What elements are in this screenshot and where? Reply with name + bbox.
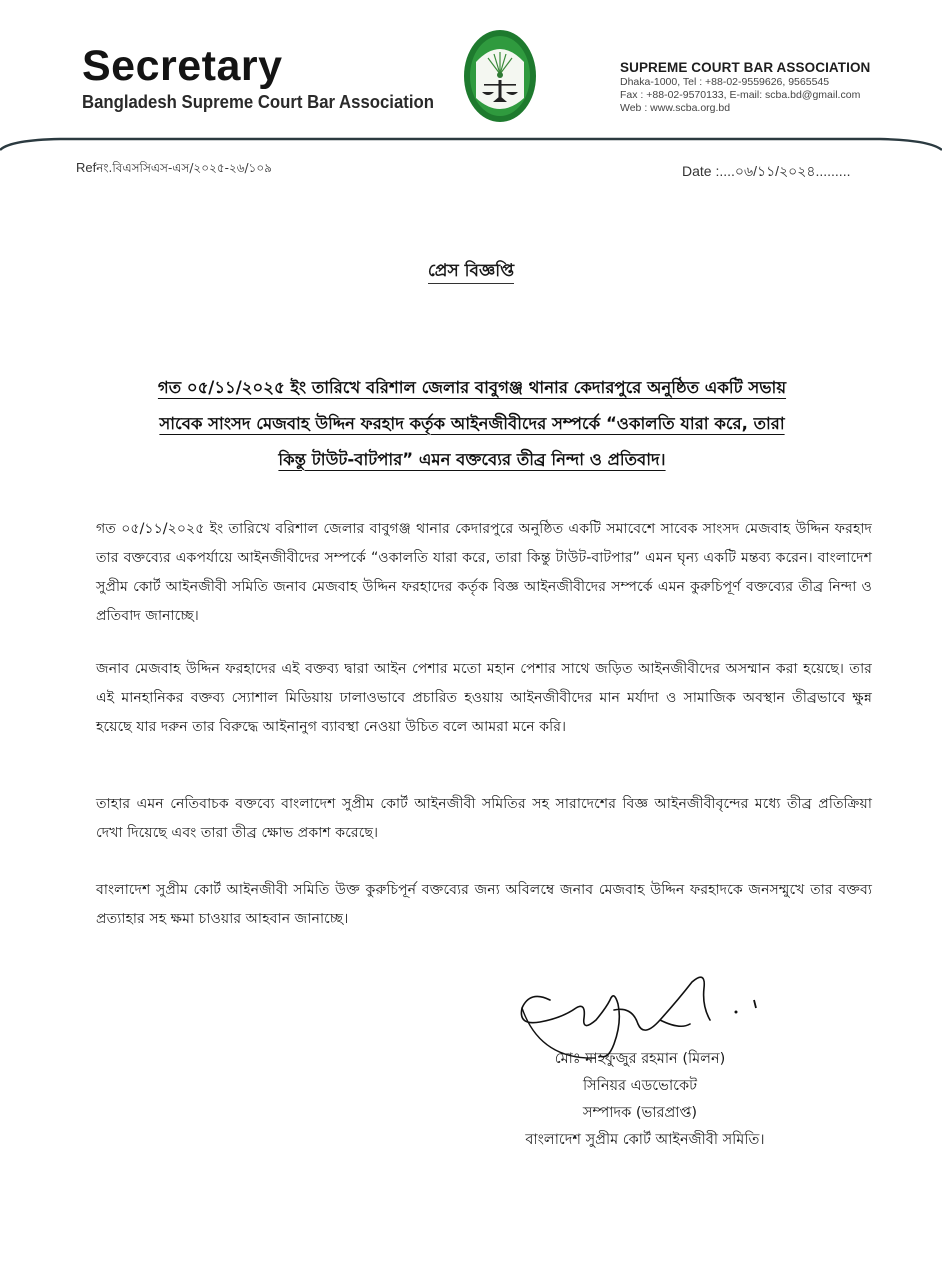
letterhead-subtitle: Bangladesh Supreme Court Bar Association (82, 92, 434, 112)
reference-label: Ref (76, 160, 97, 175)
reference-number (76, 160, 272, 180)
subject-block (92, 370, 852, 478)
date-label: Date :.... (682, 163, 735, 179)
scales-of-justice-emblem-icon (462, 28, 538, 124)
letterhead-left (82, 42, 460, 113)
signatory-name: মোঃ মাহফুজুর রহমান (মিলন) (554, 1051, 726, 1067)
page-title (0, 258, 942, 286)
body-paragraph: গত ০৫/১১/২০২৫ ইং তারিখে বরিশাল জেলার বাবুগঞ্জ থানার কেদারপুরে অনুষ্ঠিত একটি সমাবেশে সাবেক সাংসদ মেজবাহ উদ্দিন ফরহাদ তার বক্তব্যের একপর্যায়ে আইনজীবীদের সম্পর্কে “ওকালতি যারা করে, তারা কিন্তু টাউট-বাটপার” এমন ঘৃন্য একটি মন্তব্য করেন। বাংলাদেশ সুপ্রীম কোর্ট আইনজীবী সমিতি জনাব মেজবাহ উদ্দিন ফরহাদের কর্তৃক বিজ্ঞ আইনজীবীদের সম্পর্কে এমন কুরুচিপূর্ণ বক্তব্যের তীব্র নিন্দা ও প্রতিবাদ জানাচ্ছে। (96, 521, 872, 624)
subject-line: কিন্তু টাউট-বাটপার” এমন বক্তব্যের তীব্র নিন্দা ও প্রতিবাদ। (278, 450, 666, 469)
press-release-heading: প্রেস বিজ্ঞপ্তি (428, 261, 514, 284)
letterhead-divider (0, 128, 942, 158)
address-phone: Dhaka-1000, Tel : +88-02-9559626, 9565545 (620, 76, 830, 88)
date-value: ০৬/১১/২০২৪ (734, 163, 816, 179)
website: Web : www.scba.org.bd (620, 102, 731, 114)
organization-name: SUPREME COURT BAR ASSOCIATION (620, 60, 871, 75)
document-date (682, 160, 850, 184)
letterhead-contact (620, 60, 870, 115)
signatory-role: সম্পাদক (ভারপ্রাপ্ত) (582, 1105, 698, 1121)
letterhead-title: Secretary (82, 42, 283, 90)
body-paragraph: বাংলাদেশ সুপ্রীম কোর্ট আইনজীবী সমিতি উক্ত কুরুচিপূর্ন বক্তব্যের জন্য অবিলম্বে জনাব মেজবাহ উদ্দিন ফরহাদকে জনসম্মুখে তার বক্তব্য প্রত্যাহার সহ ক্ষমা চাওয়ার আহবান জানাচ্ছে। (96, 882, 872, 927)
body-paragraph: তাহার এমন নেতিবাচক বক্তব্যে বাংলাদেশ সুপ্রীম কোর্ট আইনজীবী সমিতির সহ সারাদেশের বিজ্ঞ আইনজীবীবৃন্দের মধ্যে তীব্র প্রতিক্রিয়া দেখা দিয়েছে এবং তারা তীব্র ক্ষোভ প্রকাশ করেছে। (96, 796, 872, 841)
signature-block (470, 1046, 810, 1154)
subject-line: গত ০৫/১১/২০২৫ ইং তারিখে বরিশাল জেলার বাবুগঞ্জ থানার কেদারপুরে অনুষ্ঠিত একটি সভায় (157, 378, 787, 397)
fax-email: Fax : +88-02-9570133, E-mail: scba.bd@gmail.com (620, 89, 861, 101)
reference-value: নং.বিএসসিএস-এস/২০২৫-২৬/১০৯ (96, 161, 272, 175)
body-paragraph: জনাব মেজবাহ উদ্দিন ফরহাদের এই বক্তব্য দ্বারা আইন পেশার মতো মহান পেশার সাথে জড়িত আইনজীবীদের অসম্মান করা হয়েছে। তার এই মানহানিকর বক্তব্য স্যোশাল মিডিয়ায় ঢালাওভাবে প্রচারিত হওয়ায় আইনজীবীদের মান মর্যাদা ও সামাজিক অবস্থান তীব্রভাবে ক্ষুন্ন হয়েছে যার দরুন তার বিরুদ্ধে আইনানুগ ব্যাবস্থা নেওয়া উচিত বলে আমরা মনে করি। (96, 661, 872, 735)
subject-line: সাবেক সাংসদ মেজবাহ উদ্দিন ফরহাদ কর্তৃক আইনজীবীদের সম্পর্কে “ওকালতি যারা করে, তারা (159, 414, 785, 433)
signatory-title: সিনিয়র এডভোকেট (582, 1078, 698, 1094)
date-trailing-dots: ......... (815, 163, 851, 179)
signatory-organization: বাংলাদেশ সুপ্রীম কোর্ট আইনজীবী সমিতি। (525, 1132, 765, 1148)
